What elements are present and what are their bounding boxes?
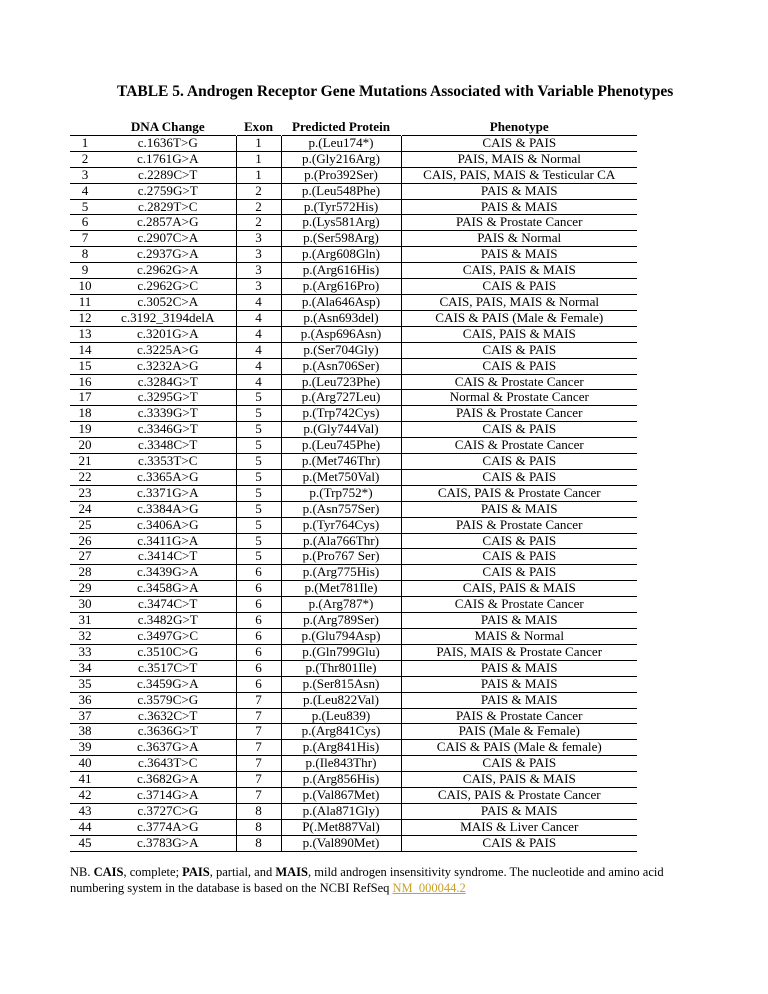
predicted-protein-cell: p.(Tyr764Cys) bbox=[281, 517, 401, 533]
predicted-protein-cell: p.(Ala871Gly) bbox=[281, 803, 401, 819]
dna-change-cell: c.3232A>G bbox=[100, 358, 236, 374]
phenotype-cell: CAIS & PAIS bbox=[401, 835, 637, 851]
dna-change-cell: c.3510C>G bbox=[100, 644, 236, 660]
exon-cell: 6 bbox=[236, 613, 281, 629]
exon-cell: 3 bbox=[236, 279, 281, 295]
exon-cell: 8 bbox=[236, 819, 281, 835]
predicted-protein-cell: p.(Lys581Arg) bbox=[281, 215, 401, 231]
table-row bbox=[70, 772, 637, 788]
table-row bbox=[70, 342, 637, 358]
phenotype-cell: PAIS & MAIS bbox=[401, 199, 637, 215]
row-number-cell: 42 bbox=[70, 788, 100, 804]
exon-cell: 6 bbox=[236, 644, 281, 660]
row-number-cell: 9 bbox=[70, 263, 100, 279]
row-number-cell: 3 bbox=[70, 167, 100, 183]
exon-cell: 5 bbox=[236, 406, 281, 422]
predicted-protein-cell: p.(Ser598Arg) bbox=[281, 231, 401, 247]
phenotype-cell: CAIS & PAIS bbox=[401, 422, 637, 438]
dna-change-cell: c.1636T>G bbox=[100, 135, 236, 151]
table-row bbox=[70, 199, 637, 215]
predicted-protein-cell: p.(Leu723Phe) bbox=[281, 374, 401, 390]
table-row bbox=[70, 692, 637, 708]
dna-change-cell: c.3714G>A bbox=[100, 788, 236, 804]
table-row bbox=[70, 406, 637, 422]
row-number-cell: 7 bbox=[70, 231, 100, 247]
footnote-mais-text: , mild androgen insensitivity syndrome. The nucleotide and amino acid numbering system in the database is based on the NCBI RefSeq bbox=[70, 865, 664, 895]
predicted-protein-cell: p.(Ser704Gly) bbox=[281, 342, 401, 358]
table-row bbox=[70, 438, 637, 454]
exon-cell: 5 bbox=[236, 485, 281, 501]
dna-change-cell: c.3517C>T bbox=[100, 660, 236, 676]
predicted-protein-cell: p.(Gly216Arg) bbox=[281, 151, 401, 167]
table-row bbox=[70, 581, 637, 597]
phenotype-cell: CAIS, PAIS, MAIS & Testicular CA bbox=[401, 167, 637, 183]
table-title: TABLE 5. Androgen Receptor Gene Mutations Associated with Variable Phenotypes bbox=[117, 83, 674, 100]
table-row bbox=[70, 310, 637, 326]
row-number-cell: 43 bbox=[70, 803, 100, 819]
dna-change-cell: c.3295G>T bbox=[100, 390, 236, 406]
phenotype-cell: PAIS & Prostate Cancer bbox=[401, 406, 637, 422]
dna-change-cell: c.3384A>G bbox=[100, 501, 236, 517]
dna-change-cell: c.3414C>T bbox=[100, 549, 236, 565]
table-row bbox=[70, 740, 637, 756]
exon-cell: 5 bbox=[236, 454, 281, 470]
row-number-cell: 31 bbox=[70, 613, 100, 629]
predicted-protein-cell: p.(Ala646Asp) bbox=[281, 294, 401, 310]
exon-cell: 3 bbox=[236, 231, 281, 247]
phenotype-cell: CAIS, PAIS & MAIS bbox=[401, 581, 637, 597]
row-number-cell: 41 bbox=[70, 772, 100, 788]
table-row bbox=[70, 629, 637, 645]
predicted-protein-cell: p.(Ala766Thr) bbox=[281, 533, 401, 549]
exon-cell: 2 bbox=[236, 199, 281, 215]
exon-cell: 8 bbox=[236, 803, 281, 819]
phenotype-cell: PAIS & Normal bbox=[401, 231, 637, 247]
phenotype-cell: CAIS & PAIS bbox=[401, 756, 637, 772]
predicted-protein-cell: p.(Glu794Asp) bbox=[281, 629, 401, 645]
table-row bbox=[70, 215, 637, 231]
phenotype-cell: MAIS & Liver Cancer bbox=[401, 819, 637, 835]
dna-change-cell: c.3727C>G bbox=[100, 803, 236, 819]
table-row bbox=[70, 231, 637, 247]
exon-cell: 1 bbox=[236, 167, 281, 183]
predicted-protein-cell: p.(Arg787*) bbox=[281, 597, 401, 613]
table-row bbox=[70, 756, 637, 772]
row-number-cell: 8 bbox=[70, 247, 100, 263]
table-row bbox=[70, 819, 637, 835]
table-row bbox=[70, 326, 637, 342]
row-number-cell: 27 bbox=[70, 549, 100, 565]
predicted-protein-cell: p.(Thr801Ile) bbox=[281, 660, 401, 676]
dna-change-cell: c.2907C>A bbox=[100, 231, 236, 247]
predicted-protein-cell: p.(Trp752*) bbox=[281, 485, 401, 501]
table-row bbox=[70, 533, 637, 549]
phenotype-cell: PAIS & MAIS bbox=[401, 501, 637, 517]
footnote-pais: PAIS bbox=[182, 865, 210, 879]
table-header-row bbox=[70, 120, 637, 135]
phenotype-cell: PAIS & MAIS bbox=[401, 803, 637, 819]
table-row bbox=[70, 263, 637, 279]
row-number-cell: 44 bbox=[70, 819, 100, 835]
exon-cell: 8 bbox=[236, 835, 281, 851]
row-number-cell: 29 bbox=[70, 581, 100, 597]
dna-change-cell: c.2962G>C bbox=[100, 279, 236, 295]
table-row bbox=[70, 135, 637, 151]
row-number-cell: 4 bbox=[70, 183, 100, 199]
dna-change-cell: c.3459G>A bbox=[100, 676, 236, 692]
dna-change-cell: c.3632C>T bbox=[100, 708, 236, 724]
phenotype-cell: CAIS & PAIS bbox=[401, 358, 637, 374]
exon-cell: 4 bbox=[236, 310, 281, 326]
predicted-protein-cell: p.(Gly744Val) bbox=[281, 422, 401, 438]
predicted-protein-cell: p.(Arg616His) bbox=[281, 263, 401, 279]
refseq-link[interactable]: NM_000044.2 bbox=[392, 880, 466, 895]
dna-change-cell: c.3411G>A bbox=[100, 533, 236, 549]
phenotype-cell: CAIS & Prostate Cancer bbox=[401, 374, 637, 390]
dna-change-cell: c.2937G>A bbox=[100, 247, 236, 263]
exon-cell: 5 bbox=[236, 517, 281, 533]
exon-cell: 7 bbox=[236, 692, 281, 708]
row-number-cell: 37 bbox=[70, 708, 100, 724]
exon-cell: 5 bbox=[236, 438, 281, 454]
exon-cell: 6 bbox=[236, 565, 281, 581]
phenotype-cell: CAIS, PAIS, MAIS & Normal bbox=[401, 294, 637, 310]
table-row bbox=[70, 517, 637, 533]
dna-change-cell: c.1761G>A bbox=[100, 151, 236, 167]
dna-change-cell: c.3682G>A bbox=[100, 772, 236, 788]
footnote-mais: MAIS bbox=[275, 865, 308, 879]
dna-change-cell: c.2962G>A bbox=[100, 263, 236, 279]
dna-change-cell: c.3225A>G bbox=[100, 342, 236, 358]
row-number-cell: 26 bbox=[70, 533, 100, 549]
dna-change-cell: c.3474C>T bbox=[100, 597, 236, 613]
header-phenotype: Phenotype bbox=[489, 119, 549, 134]
mutations-table bbox=[70, 120, 637, 852]
row-number-cell: 33 bbox=[70, 644, 100, 660]
predicted-protein-cell: p.(Met781Ile) bbox=[281, 581, 401, 597]
predicted-protein-cell: p.(Asn757Ser) bbox=[281, 501, 401, 517]
predicted-protein-cell: p.(Val890Met) bbox=[281, 835, 401, 851]
predicted-protein-cell: p.(Arg841His) bbox=[281, 740, 401, 756]
predicted-protein-cell: p.(Val867Met) bbox=[281, 788, 401, 804]
phenotype-cell: CAIS & Prostate Cancer bbox=[401, 597, 637, 613]
phenotype-cell: CAIS & PAIS bbox=[401, 342, 637, 358]
predicted-protein-cell: p.(Arg789Ser) bbox=[281, 613, 401, 629]
dna-change-cell: c.3365A>G bbox=[100, 469, 236, 485]
exon-cell: 1 bbox=[236, 151, 281, 167]
predicted-protein-cell: p.(Tyr572His) bbox=[281, 199, 401, 215]
predicted-protein-cell: p.(Pro392Ser) bbox=[281, 167, 401, 183]
exon-cell: 6 bbox=[236, 629, 281, 645]
row-number-cell: 40 bbox=[70, 756, 100, 772]
table-row bbox=[70, 390, 637, 406]
phenotype-cell: CAIS, PAIS & Prostate Cancer bbox=[401, 788, 637, 804]
phenotype-cell: CAIS, PAIS & MAIS bbox=[401, 772, 637, 788]
phenotype-cell: PAIS & Prostate Cancer bbox=[401, 215, 637, 231]
table-row bbox=[70, 151, 637, 167]
predicted-protein-cell: p.(Arg775His) bbox=[281, 565, 401, 581]
phenotype-cell: CAIS & PAIS bbox=[401, 454, 637, 470]
phenotype-cell: CAIS & PAIS bbox=[401, 565, 637, 581]
row-number-cell: 18 bbox=[70, 406, 100, 422]
row-number-cell: 28 bbox=[70, 565, 100, 581]
table-row bbox=[70, 644, 637, 660]
dna-change-cell: c.3371G>A bbox=[100, 485, 236, 501]
exon-cell: 4 bbox=[236, 342, 281, 358]
exon-cell: 6 bbox=[236, 660, 281, 676]
table-row bbox=[70, 469, 637, 485]
predicted-protein-cell: p.(Leu745Phe) bbox=[281, 438, 401, 454]
footnote-cais: CAIS bbox=[93, 865, 124, 879]
predicted-protein-cell: p.(Arg616Pro) bbox=[281, 279, 401, 295]
row-number-cell: 14 bbox=[70, 342, 100, 358]
row-number-cell: 15 bbox=[70, 358, 100, 374]
table-row bbox=[70, 279, 637, 295]
row-number-cell: 32 bbox=[70, 629, 100, 645]
phenotype-cell: CAIS & PAIS bbox=[401, 549, 637, 565]
row-number-cell: 25 bbox=[70, 517, 100, 533]
header-dna-change: DNA Change bbox=[130, 119, 205, 134]
phenotype-cell: PAIS & MAIS bbox=[401, 183, 637, 199]
dna-change-cell: c.3201G>A bbox=[100, 326, 236, 342]
row-number-cell: 17 bbox=[70, 390, 100, 406]
row-number-cell: 11 bbox=[70, 294, 100, 310]
exon-cell: 7 bbox=[236, 724, 281, 740]
phenotype-cell: MAIS & Normal bbox=[401, 629, 637, 645]
table-row bbox=[70, 485, 637, 501]
header-predicted-protein: Predicted Protein bbox=[291, 119, 391, 134]
phenotype-cell: PAIS & Prostate Cancer bbox=[401, 517, 637, 533]
dna-change-cell: c.3643T>C bbox=[100, 756, 236, 772]
row-number-cell: 39 bbox=[70, 740, 100, 756]
phenotype-cell: PAIS & MAIS bbox=[401, 676, 637, 692]
table-row bbox=[70, 613, 637, 629]
predicted-protein-cell: p.(Ile843Thr) bbox=[281, 756, 401, 772]
row-number-cell: 35 bbox=[70, 676, 100, 692]
predicted-protein-cell: p.(Pro767 Ser) bbox=[281, 549, 401, 565]
dna-change-cell: c.3346G>T bbox=[100, 422, 236, 438]
phenotype-cell: CAIS, PAIS & Prostate Cancer bbox=[401, 485, 637, 501]
exon-cell: 5 bbox=[236, 533, 281, 549]
table-row bbox=[70, 835, 637, 851]
predicted-protein-cell: p.(Gln799Glu) bbox=[281, 644, 401, 660]
dna-change-cell: c.3406A>G bbox=[100, 517, 236, 533]
phenotype-cell: PAIS & MAIS bbox=[401, 660, 637, 676]
predicted-protein-cell: p.(Asn693del) bbox=[281, 310, 401, 326]
predicted-protein-cell: p.(Leu822Val) bbox=[281, 692, 401, 708]
phenotype-cell: CAIS & PAIS bbox=[401, 135, 637, 151]
table-row bbox=[70, 183, 637, 199]
row-number-cell: 21 bbox=[70, 454, 100, 470]
table-row bbox=[70, 501, 637, 517]
exon-cell: 4 bbox=[236, 358, 281, 374]
dna-change-cell: c.3482G>T bbox=[100, 613, 236, 629]
phenotype-cell: PAIS (Male & Female) bbox=[401, 724, 637, 740]
table-row bbox=[70, 676, 637, 692]
table-row bbox=[70, 294, 637, 310]
dna-change-cell: c.3636G>T bbox=[100, 724, 236, 740]
dna-change-cell: c.3353T>C bbox=[100, 454, 236, 470]
phenotype-cell: CAIS & PAIS bbox=[401, 469, 637, 485]
exon-cell: 6 bbox=[236, 676, 281, 692]
phenotype-cell: PAIS, MAIS & Prostate Cancer bbox=[401, 644, 637, 660]
table-row bbox=[70, 565, 637, 581]
exon-cell: 5 bbox=[236, 469, 281, 485]
row-number-cell: 6 bbox=[70, 215, 100, 231]
exon-cell: 5 bbox=[236, 422, 281, 438]
phenotype-cell: CAIS, PAIS & MAIS bbox=[401, 326, 637, 342]
exon-cell: 2 bbox=[236, 183, 281, 199]
row-number-cell: 10 bbox=[70, 279, 100, 295]
row-number-cell: 36 bbox=[70, 692, 100, 708]
dna-change-cell: c.3339G>T bbox=[100, 406, 236, 422]
exon-cell: 4 bbox=[236, 326, 281, 342]
dna-change-cell: c.3348C>T bbox=[100, 438, 236, 454]
dna-change-cell: c.2289C>T bbox=[100, 167, 236, 183]
exon-cell: 6 bbox=[236, 581, 281, 597]
header-exon: Exon bbox=[243, 119, 274, 134]
row-number-cell: 13 bbox=[70, 326, 100, 342]
exon-cell: 3 bbox=[236, 263, 281, 279]
predicted-protein-cell: p.(Asp696Asn) bbox=[281, 326, 401, 342]
footnote bbox=[70, 865, 710, 896]
exon-cell: 4 bbox=[236, 294, 281, 310]
dna-change-cell: c.2829T>C bbox=[100, 199, 236, 215]
row-number-cell: 19 bbox=[70, 422, 100, 438]
phenotype-cell: PAIS, MAIS & Normal bbox=[401, 151, 637, 167]
dna-change-cell: c.3783G>A bbox=[100, 835, 236, 851]
exon-cell: 7 bbox=[236, 740, 281, 756]
exon-cell: 5 bbox=[236, 390, 281, 406]
dna-change-cell: c.3579C>G bbox=[100, 692, 236, 708]
table-row bbox=[70, 660, 637, 676]
row-number-cell: 2 bbox=[70, 151, 100, 167]
predicted-protein-cell: p.(Met750Val) bbox=[281, 469, 401, 485]
row-number-cell: 1 bbox=[70, 135, 100, 151]
predicted-protein-cell: p.(Trp742Cys) bbox=[281, 406, 401, 422]
phenotype-cell: Normal & Prostate Cancer bbox=[401, 390, 637, 406]
row-number-cell: 23 bbox=[70, 485, 100, 501]
table-row bbox=[70, 374, 637, 390]
predicted-protein-cell: p.(Arg841Cys) bbox=[281, 724, 401, 740]
predicted-protein-cell: p.(Met746Thr) bbox=[281, 454, 401, 470]
phenotype-cell: PAIS & MAIS bbox=[401, 613, 637, 629]
exon-cell: 7 bbox=[236, 708, 281, 724]
exon-cell: 7 bbox=[236, 788, 281, 804]
row-number-cell: 38 bbox=[70, 724, 100, 740]
table-row bbox=[70, 708, 637, 724]
table-row bbox=[70, 358, 637, 374]
predicted-protein-cell: p.(Asn706Ser) bbox=[281, 358, 401, 374]
dna-change-cell: c.3637G>A bbox=[100, 740, 236, 756]
table-row bbox=[70, 788, 637, 804]
phenotype-cell: CAIS & PAIS (Male & female) bbox=[401, 740, 637, 756]
table-row bbox=[70, 803, 637, 819]
dna-change-cell: c.3284G>T bbox=[100, 374, 236, 390]
exon-cell: 2 bbox=[236, 215, 281, 231]
dna-change-cell: c.3774A>G bbox=[100, 819, 236, 835]
predicted-protein-cell: p.(Arg608Gln) bbox=[281, 247, 401, 263]
phenotype-cell: PAIS & Prostate Cancer bbox=[401, 708, 637, 724]
exon-cell: 5 bbox=[236, 501, 281, 517]
phenotype-cell: CAIS & PAIS bbox=[401, 533, 637, 549]
dna-change-cell: c.3458G>A bbox=[100, 581, 236, 597]
predicted-protein-cell: p.(Ser815Asn) bbox=[281, 676, 401, 692]
phenotype-cell: PAIS & MAIS bbox=[401, 247, 637, 263]
table-row bbox=[70, 167, 637, 183]
table-row bbox=[70, 247, 637, 263]
row-number-cell: 30 bbox=[70, 597, 100, 613]
table-body bbox=[70, 135, 637, 851]
predicted-protein-cell: p.(Leu548Phe) bbox=[281, 183, 401, 199]
row-number-cell: 24 bbox=[70, 501, 100, 517]
predicted-protein-cell: p.(Leu174*) bbox=[281, 135, 401, 151]
phenotype-cell: CAIS & PAIS bbox=[401, 279, 637, 295]
dna-change-cell: c.3497G>C bbox=[100, 629, 236, 645]
row-number-cell: 22 bbox=[70, 469, 100, 485]
row-number-cell: 16 bbox=[70, 374, 100, 390]
exon-cell: 4 bbox=[236, 374, 281, 390]
phenotype-cell: CAIS, PAIS & MAIS bbox=[401, 263, 637, 279]
row-number-cell: 12 bbox=[70, 310, 100, 326]
exon-cell: 1 bbox=[236, 135, 281, 151]
table-row bbox=[70, 597, 637, 613]
dna-change-cell: c.3192_3194delA bbox=[100, 310, 236, 326]
table-row bbox=[70, 724, 637, 740]
row-number-cell: 5 bbox=[70, 199, 100, 215]
exon-cell: 5 bbox=[236, 549, 281, 565]
table-row bbox=[70, 422, 637, 438]
dna-change-cell: c.3052C>A bbox=[100, 294, 236, 310]
dna-change-cell: c.2759G>T bbox=[100, 183, 236, 199]
phenotype-cell: CAIS & Prostate Cancer bbox=[401, 438, 637, 454]
predicted-protein-cell: p.(Arg856His) bbox=[281, 772, 401, 788]
table-row bbox=[70, 454, 637, 470]
dna-change-cell: c.2857A>G bbox=[100, 215, 236, 231]
header-num bbox=[70, 120, 100, 135]
exon-cell: 7 bbox=[236, 772, 281, 788]
predicted-protein-cell: p.(Arg727Leu) bbox=[281, 390, 401, 406]
exon-cell: 6 bbox=[236, 597, 281, 613]
predicted-protein-cell: p.(Leu839) bbox=[281, 708, 401, 724]
phenotype-cell: PAIS & MAIS bbox=[401, 692, 637, 708]
exon-cell: 3 bbox=[236, 247, 281, 263]
row-number-cell: 45 bbox=[70, 835, 100, 851]
footnote-cais-text: , complete; bbox=[123, 865, 183, 879]
row-number-cell: 34 bbox=[70, 660, 100, 676]
predicted-protein-cell: P(.Met887Val) bbox=[281, 819, 401, 835]
footnote-pais-text: , partial, and bbox=[209, 865, 276, 879]
footnote-prefix: NB. bbox=[70, 865, 94, 879]
table-row bbox=[70, 549, 637, 565]
phenotype-cell: CAIS & PAIS (Male & Female) bbox=[401, 310, 637, 326]
dna-change-cell: c.3439G>A bbox=[100, 565, 236, 581]
exon-cell: 7 bbox=[236, 756, 281, 772]
row-number-cell: 20 bbox=[70, 438, 100, 454]
